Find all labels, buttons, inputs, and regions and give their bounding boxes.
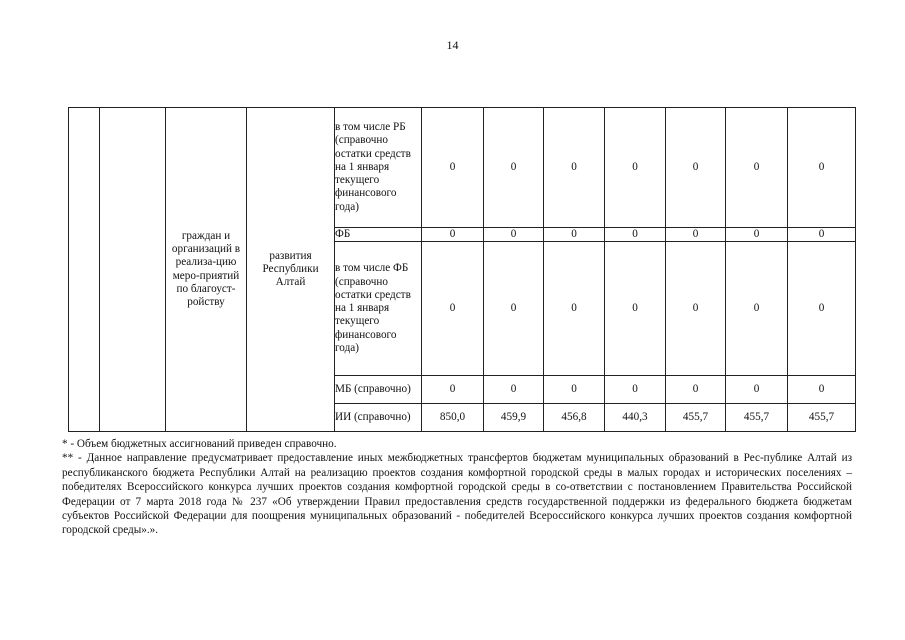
value-cell: 455,7 bbox=[726, 404, 788, 432]
value-cell: 850,0 bbox=[422, 404, 484, 432]
value-cell: 456,8 bbox=[544, 404, 605, 432]
value-cell: 0 bbox=[422, 242, 484, 376]
value-cell: 0 bbox=[605, 108, 666, 228]
value-cell: 0 bbox=[544, 242, 605, 376]
value-cell: 0 bbox=[422, 376, 484, 404]
value-cell: 0 bbox=[544, 228, 605, 242]
value-cell: 0 bbox=[788, 108, 856, 228]
value-cell: 0 bbox=[666, 242, 726, 376]
value-cell: 459,9 bbox=[484, 404, 544, 432]
value-cell: 0 bbox=[605, 242, 666, 376]
funding-source-cell: в том числе РБ (справочно остатки средств на 1 января текущего финансового года) bbox=[335, 108, 422, 228]
value-cell: 0 bbox=[605, 228, 666, 242]
value-cell: 0 bbox=[422, 108, 484, 228]
funding-source-cell: ФБ bbox=[335, 228, 422, 242]
value-cell: 0 bbox=[544, 376, 605, 404]
participants-cell: граждан и организаций в реализа-цию меро-приятий по благоуст-ройству bbox=[166, 108, 247, 432]
value-cell: 0 bbox=[666, 376, 726, 404]
page-number: 14 bbox=[446, 38, 459, 52]
value-cell: 0 bbox=[788, 228, 856, 242]
empty-cell-col2 bbox=[100, 108, 166, 432]
value-cell: 455,7 bbox=[788, 404, 856, 432]
funding-source-cell: МБ (справочно) bbox=[335, 376, 422, 404]
value-cell: 0 bbox=[484, 242, 544, 376]
value-cell: 440,3 bbox=[605, 404, 666, 432]
value-cell: 0 bbox=[544, 108, 605, 228]
footnote-budget-reference: * - Объем бюджетных ассигнований приведен справочно. bbox=[62, 438, 337, 450]
value-cell: 0 bbox=[726, 376, 788, 404]
value-cell: 0 bbox=[726, 108, 788, 228]
value-cell: 0 bbox=[422, 228, 484, 242]
funding-source-cell: в том числе ФБ (справочно остатки средств на 1 января текущего финансового года) bbox=[335, 242, 422, 376]
value-cell: 0 bbox=[484, 228, 544, 242]
footnote-transfers: ** - Данное направление предусматривает предоставление иных межбюджетных трансфертов бюджетам муниципальных образований в Рес-публике Алтай из республиканского бюджета Республики Алтай на реализацию проектов создания комфортной городской среды в малых городах и исторических поселениях – победителях Всероссийского конкурса лучших проектов создания комфортной городской среды в со-ответствии с постановлением Правительства Российской Федерации от 7 марта 2018 года № 237 «Об утверждении Правил предоставления средств государственной поддержки из федерального бюджета бюджетам субъектов Российской Федерации для поощрения муниципальных образований - победителей Всероссийского конкурса лучших проектов создания комфортной городской среды».». bbox=[62, 452, 852, 537]
program-cell: развития Республики Алтай bbox=[247, 108, 335, 432]
table-row bbox=[69, 108, 856, 228]
value-cell: 0 bbox=[788, 376, 856, 404]
value-cell: 0 bbox=[788, 242, 856, 376]
budget-table bbox=[68, 107, 856, 432]
value-cell: 0 bbox=[666, 108, 726, 228]
value-cell: 455,7 bbox=[666, 404, 726, 432]
value-cell: 0 bbox=[726, 242, 788, 376]
value-cell: 0 bbox=[666, 228, 726, 242]
funding-source-cell: ИИ (справочно) bbox=[335, 404, 422, 432]
value-cell: 0 bbox=[726, 228, 788, 242]
value-cell: 0 bbox=[484, 376, 544, 404]
value-cell: 0 bbox=[484, 108, 544, 228]
footnotes bbox=[62, 437, 852, 538]
value-cell: 0 bbox=[605, 376, 666, 404]
empty-cell-col1 bbox=[69, 108, 100, 432]
